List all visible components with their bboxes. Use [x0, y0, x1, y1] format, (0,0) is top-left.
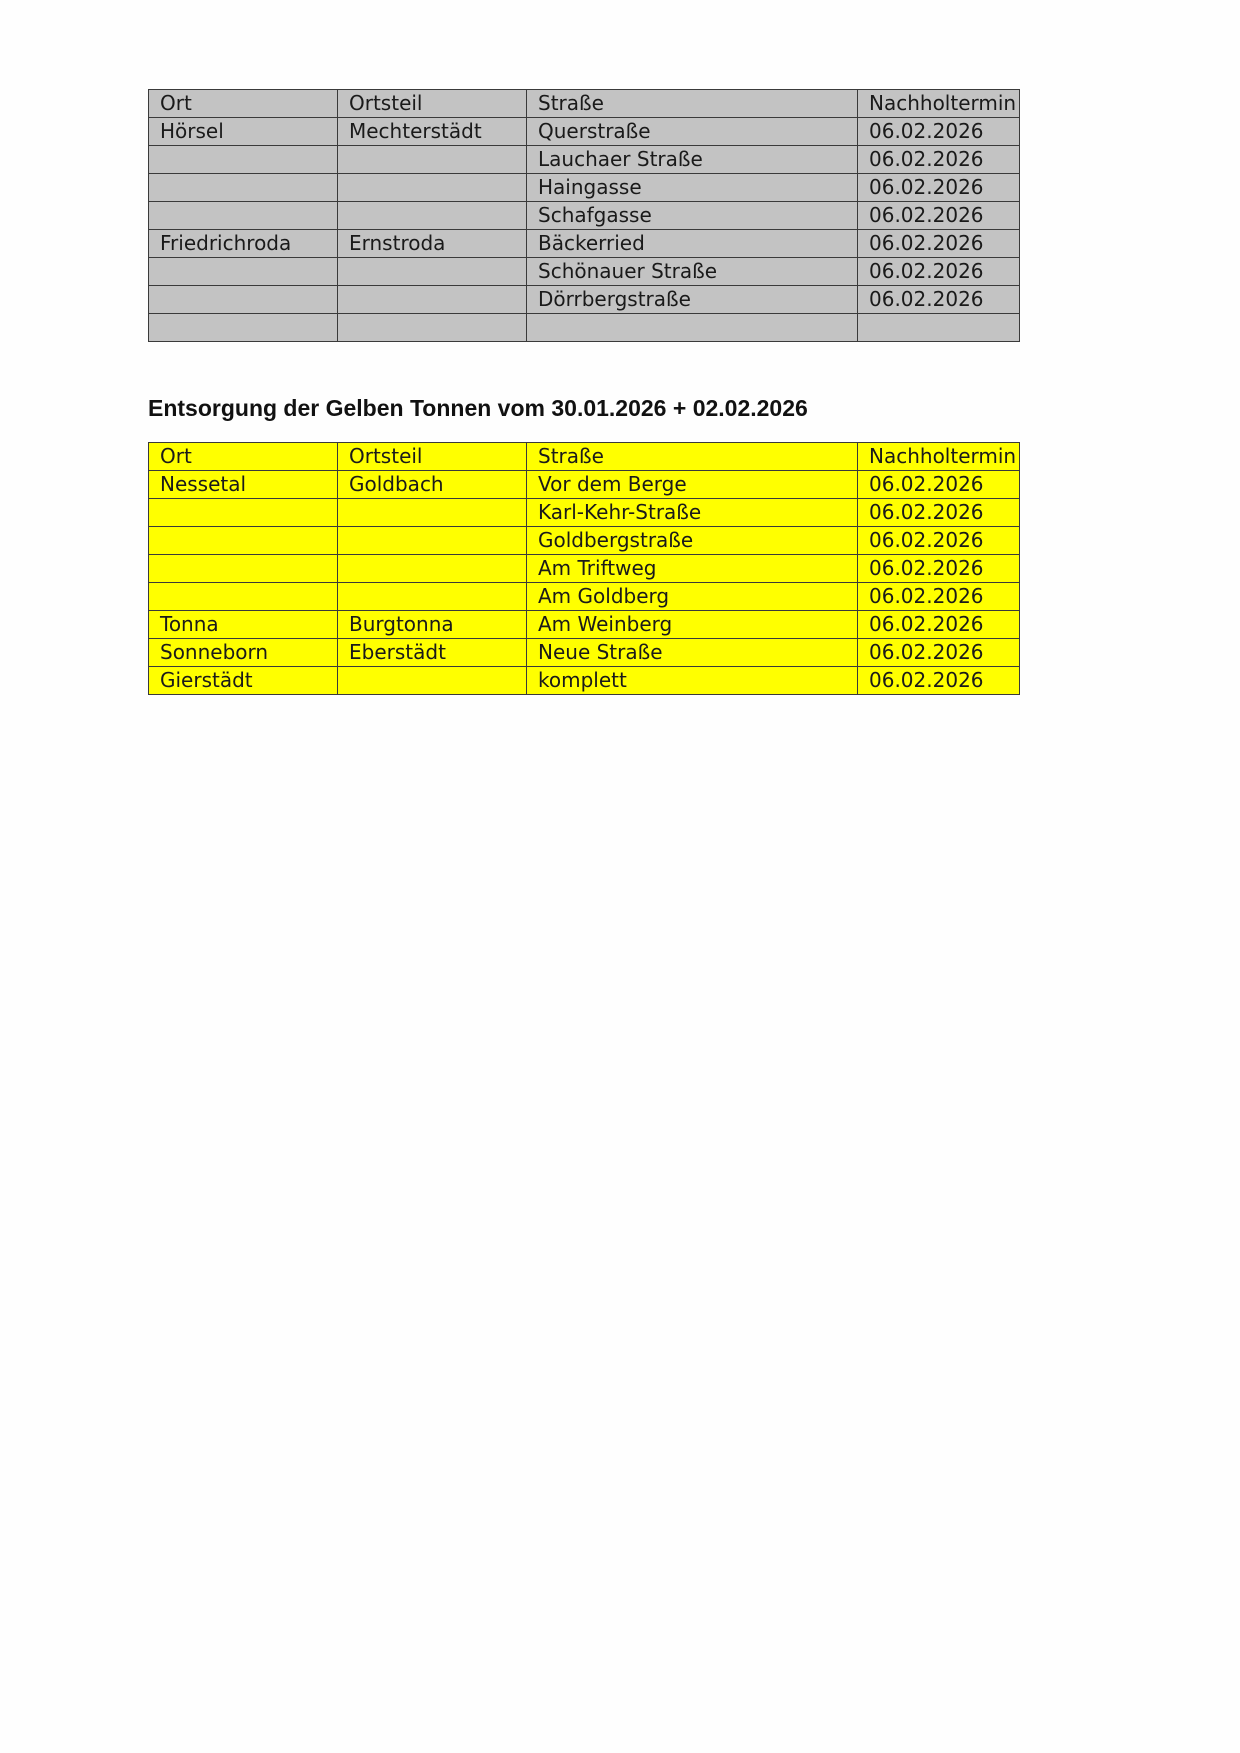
table-header-row	[149, 443, 1020, 471]
cell-ortsteil	[338, 667, 527, 695]
cell-strasse: Lauchaer Straße	[527, 146, 858, 174]
table-row	[149, 286, 1020, 314]
cell-ortsteil: Goldbach	[338, 471, 527, 499]
cell-ort	[149, 527, 338, 555]
cell-ort	[149, 202, 338, 230]
cell-nachholtermin: 06.02.2026	[858, 230, 1020, 258]
cell-strasse: Dörrbergstraße	[527, 286, 858, 314]
cell-strasse: Haingasse	[527, 174, 858, 202]
table-row	[149, 202, 1020, 230]
cell-strasse: Karl-Kehr-Straße	[527, 499, 858, 527]
cell-ortsteil: Ernstroda	[338, 230, 527, 258]
cell-ortsteil	[338, 499, 527, 527]
cell-ortsteil	[338, 202, 527, 230]
cell-nachholtermin: 06.02.2026	[858, 499, 1020, 527]
cell-nachholtermin: 06.02.2026	[858, 471, 1020, 499]
cell-ortsteil	[338, 555, 527, 583]
table-row	[149, 667, 1020, 695]
cell-ortsteil	[338, 258, 527, 286]
schedule-table-grey	[148, 89, 1020, 342]
schedule-table-yellow	[148, 442, 1020, 695]
table-row	[149, 258, 1020, 286]
cell-strasse: Bäckerried	[527, 230, 858, 258]
cell-ort: Friedrichroda	[149, 230, 338, 258]
cell-ort: Hörsel	[149, 118, 338, 146]
cell-strasse: Am Triftweg	[527, 555, 858, 583]
cell-nachholtermin: 06.02.2026	[858, 258, 1020, 286]
cell-ort	[149, 555, 338, 583]
cell-strasse	[527, 314, 858, 342]
cell-nachholtermin: 06.02.2026	[858, 583, 1020, 611]
table-header-row	[149, 90, 1020, 118]
cell-ortsteil	[338, 286, 527, 314]
cell-ort: Nessetal	[149, 471, 338, 499]
header-ort: Ort	[149, 90, 338, 118]
cell-strasse: komplett	[527, 667, 858, 695]
table-row	[149, 611, 1020, 639]
cell-ortsteil	[338, 314, 527, 342]
cell-strasse: Schafgasse	[527, 202, 858, 230]
cell-ort	[149, 146, 338, 174]
cell-nachholtermin: 06.02.2026	[858, 639, 1020, 667]
header-ortsteil: Ortsteil	[338, 443, 527, 471]
cell-strasse: Vor dem Berge	[527, 471, 858, 499]
section-heading: Entsorgung der Gelben Tonnen vom 30.01.2026 + 02.02.2026	[148, 395, 808, 421]
cell-nachholtermin: 06.02.2026	[858, 146, 1020, 174]
table-row	[149, 230, 1020, 258]
table-row	[149, 471, 1020, 499]
cell-ortsteil	[338, 583, 527, 611]
header-ortsteil: Ortsteil	[338, 90, 527, 118]
header-strasse: Straße	[527, 90, 858, 118]
table-row	[149, 639, 1020, 667]
cell-strasse: Am Weinberg	[527, 611, 858, 639]
cell-nachholtermin: 06.02.2026	[858, 174, 1020, 202]
cell-ortsteil: Mechterstädt	[338, 118, 527, 146]
cell-ortsteil: Eberstädt	[338, 639, 527, 667]
header-nachholtermin: Nachholtermin	[858, 90, 1020, 118]
header-strasse: Straße	[527, 443, 858, 471]
cell-ort	[149, 258, 338, 286]
cell-ortsteil: Burgtonna	[338, 611, 527, 639]
table-row	[149, 146, 1020, 174]
table-row	[149, 174, 1020, 202]
cell-ortsteil	[338, 527, 527, 555]
cell-strasse: Neue Straße	[527, 639, 858, 667]
table-row-empty	[149, 314, 1020, 342]
cell-ort	[149, 583, 338, 611]
cell-nachholtermin: 06.02.2026	[858, 611, 1020, 639]
cell-ort	[149, 174, 338, 202]
table-row	[149, 118, 1020, 146]
cell-ort	[149, 286, 338, 314]
cell-strasse: Schönauer Straße	[527, 258, 858, 286]
table-row	[149, 527, 1020, 555]
cell-nachholtermin: 06.02.2026	[858, 286, 1020, 314]
cell-nachholtermin: 06.02.2026	[858, 118, 1020, 146]
table-row	[149, 583, 1020, 611]
cell-ort	[149, 314, 338, 342]
cell-strasse: Querstraße	[527, 118, 858, 146]
cell-nachholtermin	[858, 314, 1020, 342]
cell-nachholtermin: 06.02.2026	[858, 555, 1020, 583]
cell-nachholtermin: 06.02.2026	[858, 527, 1020, 555]
cell-strasse: Goldbergstraße	[527, 527, 858, 555]
cell-ort: Tonna	[149, 611, 338, 639]
header-nachholtermin: Nachholtermin	[858, 443, 1020, 471]
cell-strasse: Am Goldberg	[527, 583, 858, 611]
cell-ortsteil	[338, 146, 527, 174]
cell-nachholtermin: 06.02.2026	[858, 667, 1020, 695]
cell-ort: Gierstädt	[149, 667, 338, 695]
header-ort: Ort	[149, 443, 338, 471]
cell-nachholtermin: 06.02.2026	[858, 202, 1020, 230]
table-row	[149, 555, 1020, 583]
cell-ort: Sonneborn	[149, 639, 338, 667]
cell-ort	[149, 499, 338, 527]
table-row	[149, 499, 1020, 527]
cell-ortsteil	[338, 174, 527, 202]
